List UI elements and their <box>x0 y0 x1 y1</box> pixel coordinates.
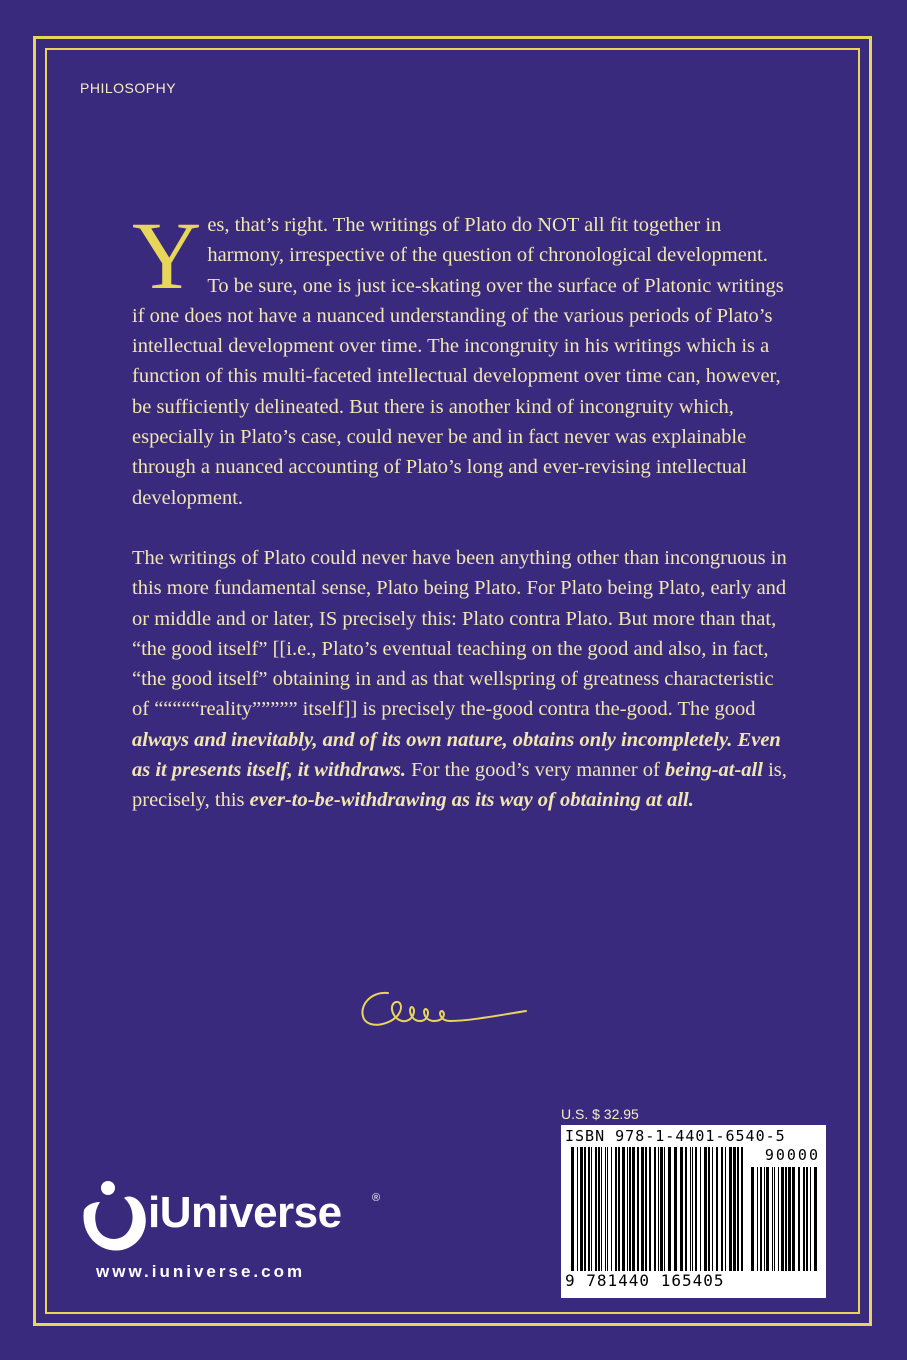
isbn-number: ISBN 978-1-4401-6540-5 <box>565 1127 786 1145</box>
category-label: PHILOSOPHY <box>80 80 177 96</box>
ornamental-flourish-icon <box>350 985 530 1035</box>
paragraph-2-emphasis-2: being-at-all <box>665 759 763 782</box>
paragraph-2-emphasis-3: ever-to-be-withdrawing as its way of obtaining at all. <box>249 789 694 812</box>
isbn-barcode <box>561 1125 826 1298</box>
drop-cap: Y <box>132 202 202 309</box>
blurb-paragraph-1 <box>132 202 792 513</box>
barcode-addon-bars <box>751 1167 817 1271</box>
paragraph-2-text-b: For the good’s very manner of <box>405 759 665 782</box>
barcode-digits: 9 781440 165405 <box>565 1271 725 1290</box>
paragraph-2-text-c: is, precisely, this <box>132 759 787 812</box>
registered-mark: ® <box>372 1192 381 1204</box>
barcode-bars <box>571 1147 746 1271</box>
barcode-addon-number: 90000 <box>764 1146 820 1164</box>
publisher-url: www.iuniverse.com <box>96 1262 306 1281</box>
paragraph-1-text: es, that’s right. The writings of Plato do NOT all fit together in harmony, irrespective of the question of chronological development. To be sure, one is just ice-skating over the surface of Platonic writings if one does not have a nuanced understanding of the various periods of Plato’s intellectual development over time. The incongruity in his writings which is a function of this multi-faceted intellectual development over time can, however, be sufficiently delineated. But there is another kind of incongruity which, especially in Plato’s case, could never be and in fact never was explainable through a nuanced accounting of Plato’s long and ever-revising intellectual development. <box>132 214 784 509</box>
paragraph-2-emphasis-1: always and inevitably, and of its own nature, obtains only incompletely. Even as it presents itself, it withdraws. <box>132 728 781 782</box>
price-label: U.S. $ 32.95 <box>561 1106 639 1122</box>
back-cover-blurb <box>132 202 792 816</box>
publisher-name: iUniverse <box>148 1188 342 1237</box>
paragraph-2-text-a: The writings of Plato could never have been anything other than incongruous in this more fundamental sense, Plato being Plato. For Plato being Plato, early and or middle and or later, IS precisely this: Plato contra Plato. But more than that, “the good itself” [[i.e., Plato’s eventual teaching on the good and also, in fact, “the good itself” obtaining in and as that wellspring of greatness characteristic of “““““reality””””” itself]] is precisely the-good contra the-good. The good <box>132 546 787 721</box>
blurb-paragraph-2 <box>132 543 792 816</box>
